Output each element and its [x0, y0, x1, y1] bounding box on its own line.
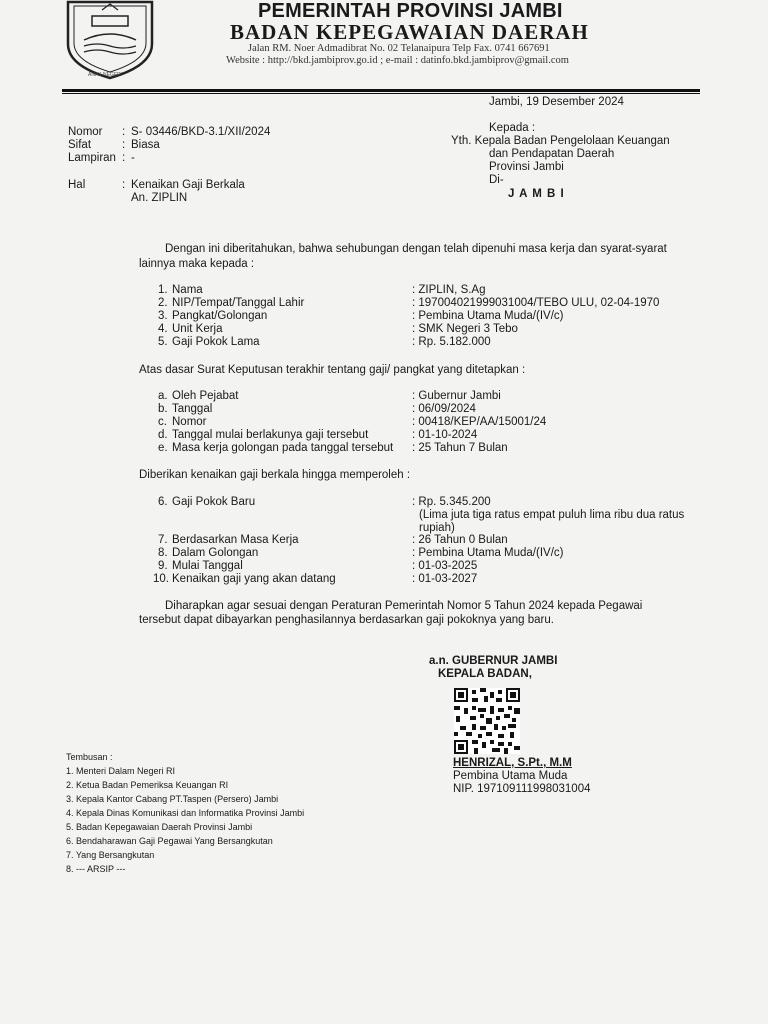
person-num: 4.	[158, 323, 168, 335]
meta-nomor-sep: :	[122, 126, 126, 138]
intro-line1: Dengan ini diberitahukan, bahwa sehubungan dengan telah dipenuhi masa kerja dan syarat-syarat	[165, 243, 667, 255]
letterhead-line1: PEMERINTAH PROVINSI JAMBI	[258, 0, 563, 22]
meta-lampiran-value: -	[131, 152, 135, 164]
basis-value: : 25 Tahun 7 Bulan	[412, 442, 508, 454]
cc-item: 6. Bendaharawan Gaji Pegawai Yang Bersangkutan	[66, 836, 273, 846]
detail-num: 7.	[158, 534, 168, 546]
hal-sep: :	[122, 179, 126, 191]
letterhead-rule-thick	[62, 89, 700, 92]
person-num: 5.	[158, 336, 168, 348]
basis-label: Tanggal mulai berlakunya gaji tersebut	[172, 429, 369, 441]
signature-title: KEPALA BADAN,	[438, 668, 532, 680]
cc-item: 5. Badan Kepegawaian Daerah Provinsi Jambi	[66, 822, 253, 832]
emblem-caption: ANAK NEGERI	[88, 72, 123, 78]
signature-nip: NIP. 197109111998031004	[453, 783, 591, 795]
person-value: : Rp. 5.182.000	[412, 336, 491, 348]
detail-label: Dalam Golongan	[172, 547, 259, 559]
detail-value: : 26 Tahun 0 Bulan	[412, 534, 508, 546]
person-label: Pangkat/Golongan	[172, 310, 268, 322]
basis-label: Masa kerja golongan pada tanggal tersebut	[172, 442, 394, 454]
basis-label: Nomor	[172, 416, 207, 428]
basis-value: : 01-10-2024	[412, 429, 478, 441]
jambi-province-emblem	[62, 0, 158, 80]
person-value: : ZIPLIN, S.Ag	[412, 284, 486, 296]
letterhead-contact: Website : http://bkd.jambiprov.go.id ; e-mail : datinfo.bkd.jambiprov@gmail.com	[226, 55, 569, 66]
basis-num: c.	[158, 416, 167, 428]
basis-num: e.	[158, 442, 168, 454]
basis-value: : Gubernur Jambi	[412, 390, 501, 402]
letterhead-rule-thin	[62, 93, 700, 94]
signature-rank: Pembina Utama Muda	[453, 770, 568, 782]
person-label: Gaji Pokok Lama	[172, 336, 260, 348]
detail-label: Berdasarkan Masa Kerja	[172, 534, 299, 546]
letterhead-line2: BADAN KEPEGAWAIAN DAERAH	[230, 20, 589, 44]
new-salary-words-line1: (Lima juta tiga ratus empat puluh lima ribu dua ratus	[419, 509, 685, 521]
basis-label: Oleh Pejabat	[172, 390, 239, 402]
cc-item: 2. Ketua Badan Pemeriksa Keuangan RI	[66, 780, 229, 790]
person-value: : SMK Negeri 3 Tebo	[412, 323, 518, 335]
meta-sifat-sep: :	[122, 139, 126, 151]
recipient-line2: dan Pendapatan Daerah	[489, 148, 615, 160]
detail-num: 10.	[153, 573, 169, 585]
new-salary-words-line2: rupiah)	[419, 522, 455, 534]
new-salary-label: Gaji Pokok Baru	[172, 496, 256, 508]
basis-num: b.	[158, 403, 168, 415]
meta-sifat-label: Sifat	[68, 139, 92, 151]
closing-line2: tersebut dapat dibayarkan penghasilannya berdasarkan gaji pokoknya yang baru.	[139, 614, 554, 626]
cc-item: 1. Menteri Dalam Negeri RI	[66, 766, 176, 776]
detail-value: : 01-03-2027	[412, 573, 478, 585]
meta-lampiran-label: Lampiran	[68, 152, 116, 164]
detail-value: : Pembina Utama Muda/(IV/c)	[412, 547, 564, 559]
qr-code-icon	[454, 688, 520, 754]
cc-item: 8. --- ARSIP ---	[66, 864, 126, 874]
meta-nomor-value: S- 03446/BKD-3.1/XII/2024	[131, 126, 271, 138]
new-salary-num: 6.	[158, 496, 168, 508]
person-label: Unit Kerja	[172, 323, 223, 335]
meta-sifat-value: Biasa	[131, 139, 160, 151]
signature-name: HENRIZAL, S.Pt., M.M	[453, 757, 572, 769]
cc-item: 4. Kepala Dinas Komunikasi dan Informatika Provinsi Jambi	[66, 808, 305, 818]
basis-value: : 00418/KEP/AA/15001/24	[412, 416, 547, 428]
detail-value: : 01-03-2025	[412, 560, 478, 572]
recipient-line3: Provinsi Jambi	[489, 161, 564, 173]
recipient-kepada: Kepada :	[489, 122, 536, 134]
person-value: : 197004021999031004/TEBO ULU, 02-04-1970	[412, 297, 660, 309]
new-salary-value: : Rp. 5.345.200	[412, 496, 491, 508]
cc-item: 3. Kepala Kantor Cabang PT.Taspen (Persero) Jambi	[66, 794, 279, 804]
basis-num: d.	[158, 429, 168, 441]
meta-lampiran-sep: :	[122, 152, 126, 164]
person-num: 2.	[158, 297, 168, 309]
person-num: 1.	[158, 284, 168, 296]
hal-line1: Kenaikan Gaji Berkala	[131, 179, 245, 191]
detail-num: 8.	[158, 547, 168, 559]
meta-nomor-label: Nomor	[68, 126, 103, 138]
detail-label: Mulai Tanggal	[172, 560, 243, 572]
cc-title: Tembusan :	[66, 752, 113, 762]
recipient-di: Di-	[489, 174, 504, 186]
letter-date: Jambi, 19 Desember 2024	[489, 96, 624, 108]
closing-line1: Diharapkan agar sesuai dengan Peraturan Pemerintah Nomor 5 Tahun 2024 kepada Pegawai	[165, 600, 643, 612]
basis-intro: Atas dasar Surat Keputusan terakhir tentang gaji/ pangkat yang ditetapkan :	[139, 364, 526, 376]
cc-item: 7. Yang Bersangkutan	[66, 850, 155, 860]
hal-label: Hal	[68, 179, 86, 191]
basis-label: Tanggal	[172, 403, 213, 415]
basis-num: a.	[158, 390, 168, 402]
person-value: : Pembina Utama Muda/(IV/c)	[412, 310, 564, 322]
recipient-city: J A M B I	[508, 188, 565, 200]
hal-line2: An. ZIPLIN	[131, 192, 188, 204]
person-label: NIP/Tempat/Tanggal Lahir	[172, 297, 305, 309]
detail-label: Kenaikan gaji yang akan datang	[172, 573, 336, 585]
intro-line2: lainnya maka kepada :	[139, 258, 255, 270]
increase-intro: Diberikan kenaikan gaji berkala hingga memperoleh :	[139, 469, 411, 481]
person-num: 3.	[158, 310, 168, 322]
person-label: Nama	[172, 284, 203, 296]
basis-value: : 06/09/2024	[412, 403, 476, 415]
recipient-yth: Yth. Kepala Badan Pengelolaan Keuangan	[451, 135, 670, 147]
signature-an: a.n. GUBERNUR JAMBI	[429, 655, 558, 667]
letterhead-address: Jalan RM. Noer Admadibrat No. 02 Telanaipura Telp Fax. 0741 667691	[248, 43, 550, 54]
detail-num: 9.	[158, 560, 168, 572]
